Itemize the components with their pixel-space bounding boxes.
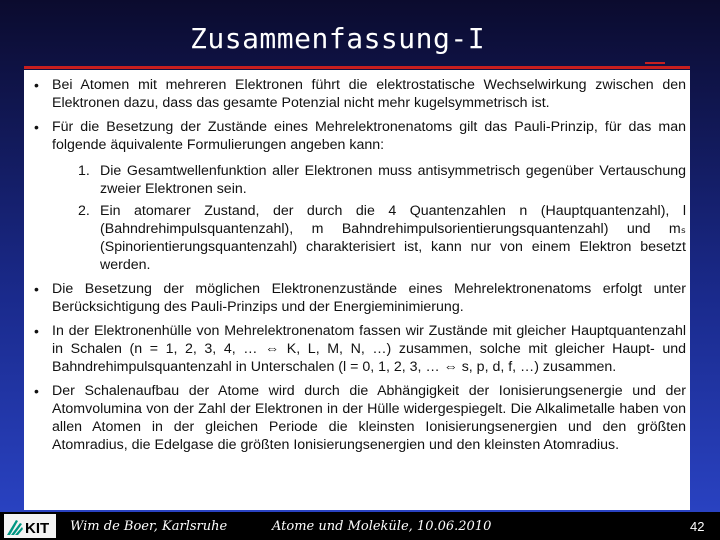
slide-content <box>24 70 690 510</box>
bullet-item <box>34 76 686 112</box>
numbered-label: 1. <box>78 163 90 179</box>
bullet-icon: • <box>34 383 39 399</box>
numbered-text: Ein atomarer Zustand, der durch die 4 Quantenzahlen n (Hauptquantenzahl), l (Bahndrehimpulsquantenzahl), m Bahndrehimpulsorientierungsquantenzahl) und mₛ (Spinorientierungsquantenzahl) charakterisiert ist, kann nur von einem Elektron besetzt werden. <box>100 203 686 273</box>
title-underline-accent <box>645 62 665 64</box>
footer-author: Wim de Boer, Karlsruhe <box>70 519 228 534</box>
bullet-item <box>34 280 686 316</box>
logo-text: KIT <box>25 520 50 537</box>
page-number: 42 <box>690 519 705 534</box>
bullet-item <box>34 118 686 154</box>
numbered-label: 2. <box>78 203 90 219</box>
bullet-item <box>34 322 686 376</box>
kit-logo-graphic <box>4 514 56 538</box>
bullet-text: In der Elektronenhülle von Mehrelektronenatom fassen wir Zustände mit gleicher Hauptquantenzahl in Schalen (n = 1, 2, 3, 4, … ⇔ K, L, M, N, …) zusammen, solche mit gleicher Haupt- und Bahndrehimpulsquantenzahl in Unterschalen (l = 0, 1, 2, 3, … ⇔ s, p, d, f, …) zusammen. <box>52 323 686 375</box>
bullet-text: Die Besetzung der möglichen Elektronenzustände eines Mehrelektronenatoms erfolgt unter Berücksichtigung des Pauli-Prinzips und der Energieminimierung. <box>52 281 686 315</box>
bullet-icon: • <box>34 77 39 93</box>
slide-title: Zusammenfassung-I <box>190 22 486 55</box>
title-underline <box>24 66 690 69</box>
bullet-text: Der Schalenaufbau der Atome wird durch die Abhängigkeit der Ionisierungsenergie und der Atomvolumina von der Zahl der Elektronen in der Hülle widergespiegelt. Die Alkalimetalle haben von allen Atomen in der gleichen Periode die kleinsten Ionisierungsenergien und den größten Atomradius, die Edelgase die größten Ionisierungsenergien und den kleinsten Atomradius. <box>52 383 686 453</box>
numbered-text: Die Gesamtwellenfunktion aller Elektronen muss antisymmetrisch gegenüber Vertauschung zweier Elektronen sein. <box>100 163 686 197</box>
bullet-icon: • <box>34 281 39 297</box>
numbered-item <box>78 162 686 198</box>
numbered-item <box>78 202 686 274</box>
bullet-icon: • <box>34 119 39 135</box>
footer-lecture: Atome und Moleküle, 10.06.2010 <box>272 519 492 534</box>
bullet-icon: • <box>34 323 39 339</box>
kit-logo-icon <box>4 514 56 538</box>
bullet-item <box>34 382 686 454</box>
numbered-list <box>34 162 686 274</box>
bullet-text: Für die Besetzung der Zustände eines Mehrelektronenatoms gilt das Pauli-Prinzip, für das man folgende äquivalente Formulierungen angeben kann: <box>52 119 686 153</box>
bullet-text: Bei Atomen mit mehreren Elektronen führt die elektrostatische Wechselwirkung zwischen den Elektronen dazu, dass das gesamte Potenzial nicht mehr kugelsymmetrisch ist. <box>52 77 686 111</box>
